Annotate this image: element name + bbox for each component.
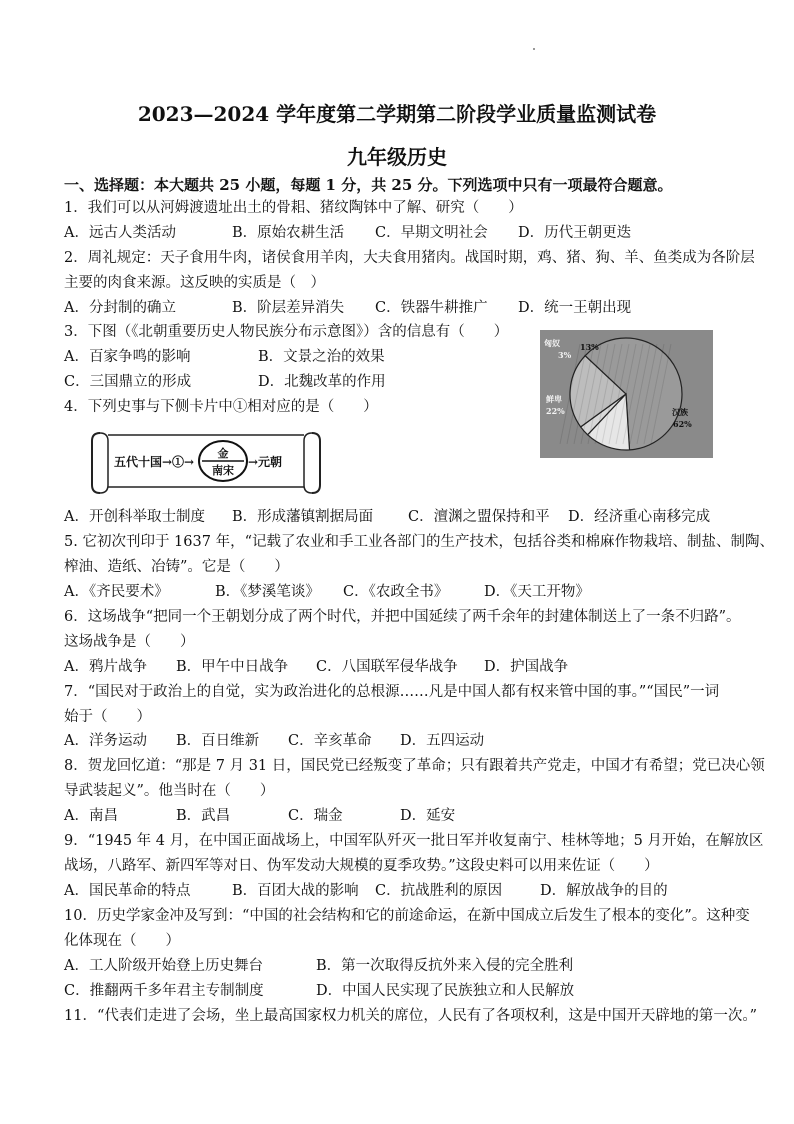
q3-option-a: A．百家争鸣的影响 bbox=[64, 349, 191, 365]
q1-option-b: B．原始农耕生活 bbox=[232, 225, 345, 241]
q4-option-b: B．形成藩镇割据局面 bbox=[232, 509, 374, 525]
q8-option-b: B．武昌 bbox=[176, 808, 231, 824]
scan-dot bbox=[533, 48, 535, 50]
question-2-stem-line1: 2．周礼规定：天子食用牛肉，诸侯食用羊肉，大夫食用猪肉。战国时期，鸡、猪、狗、羊、鱼类成为各阶层 bbox=[64, 250, 755, 266]
q1-option-c: C．早期文明社会 bbox=[375, 225, 488, 241]
q8-option-a: A．南昌 bbox=[64, 808, 118, 824]
q6-option-a: A．鸦片战争 bbox=[64, 659, 147, 675]
pie-value-xiongnu: 3% bbox=[558, 350, 572, 360]
pie-chart-svg bbox=[540, 330, 713, 458]
q2-option-c: C．铁器牛耕推广 bbox=[375, 300, 488, 316]
card-end-text: →元朝 bbox=[248, 455, 283, 469]
q8-option-d: D．延安 bbox=[400, 808, 456, 824]
q10-option-b: B．第一次取得反抗外来入侵的完全胜利 bbox=[316, 958, 574, 974]
card-start-text: 五代十国→①→ bbox=[114, 455, 195, 469]
question-2-stem-line2: 主要的肉食来源。这反映的实质是（ ） bbox=[64, 275, 325, 291]
card-center-bottom: 南宋 bbox=[212, 464, 234, 477]
question-9-stem-line1: 9．“1945 年 4 月，在中国正面战场上，中国军队歼灭一批日军并收复南宁、桂林等地；5 月开始，在解放区 bbox=[64, 833, 764, 849]
card-center-top: 金 bbox=[217, 447, 229, 460]
q3-option-b: B．文景之治的效果 bbox=[258, 349, 385, 365]
q5-option-b: B．《梦溪笔谈》 bbox=[215, 584, 320, 600]
section-heading: 一、选择题：本大题共 25 小题，每题 1 分，共 25 分。下列选项中只有一项最符合题意。 bbox=[64, 176, 673, 194]
q7-option-c: C．辛亥革命 bbox=[288, 733, 372, 749]
question-7-stem-line2: 始于（ ） bbox=[64, 709, 151, 725]
question-6-stem-line2: 这场战争是（ ） bbox=[64, 634, 195, 650]
q2-option-b: B．阶层差异消失 bbox=[232, 300, 345, 316]
pie-value-other: 13% bbox=[580, 342, 599, 352]
question-5-stem-line1: 5. 它初次刊印于 1637 年，“记载了农业和手工业各部门的生产技术，包括谷类和棉麻作物栽培、制盐、制陶、 bbox=[64, 534, 774, 550]
q4-option-a: A．开创科举取士制度 bbox=[64, 509, 205, 525]
exam-subtitle: 九年级历史 bbox=[347, 145, 447, 169]
question-8-stem-line2: 导武装起义”。他当时在（ ） bbox=[64, 783, 275, 799]
pie-label-xiongnu: 匈奴 bbox=[544, 338, 560, 348]
question-4-stem: 4．下列史事与下侧卡片中①相对应的是（ ） bbox=[64, 399, 378, 415]
q5-option-d: D．《天工开物》 bbox=[484, 584, 590, 600]
question-11-stem: 11．“代表们走进了会场，坐上最高国家权力机关的席位，人民有了各项权利，这是中国开天辟地的第一次。” bbox=[64, 1008, 758, 1024]
question-6-stem-line1: 6．这场战争“把同一个王朝划分成了两个时代，并把中国延续了两千余年的封建体制送上了一条不归路”。 bbox=[64, 609, 741, 625]
q6-option-d: D．护国战争 bbox=[484, 659, 569, 675]
exam-title: 2023—2024 学年度第二学期第二阶段学业质量监测试卷 bbox=[137, 102, 657, 126]
q2-option-d: D．统一王朝出现 bbox=[518, 300, 632, 316]
q5-option-c: C．《农政全书》 bbox=[343, 584, 449, 600]
question-5-stem-line2: 榨油、造纸、冶铸”。它是（ ） bbox=[64, 559, 289, 575]
q9-option-d: D．解放战争的目的 bbox=[540, 883, 668, 899]
q6-option-c: C．八国联军侵华战争 bbox=[316, 659, 458, 675]
q10-option-c: C．推翻两千多年君主专制制度 bbox=[64, 983, 264, 999]
pie-label-xianbei: 鲜卑 bbox=[546, 394, 562, 404]
question-9-stem-line2: 战场，八路军、新四军等对日、伪军发动大规模的夏季攻势。”这段史料可以用来佐证（ ） bbox=[64, 858, 659, 874]
q1-option-d: D．历代王朝更迭 bbox=[518, 225, 632, 241]
pie-value-han: 62% bbox=[673, 419, 692, 429]
q7-option-a: A．洋务运动 bbox=[64, 733, 147, 749]
q5-option-a: A．《齐民要术》 bbox=[64, 584, 169, 600]
q7-option-d: D．五四运动 bbox=[400, 733, 485, 749]
q4-option-d: D．经济重心南移完成 bbox=[568, 509, 711, 525]
question-8-stem-line1: 8．贺龙回忆道：“那是 7 月 31 日，国民党已经叛变了革命；只有跟着共产党走，中国才有希望；党已决心领 bbox=[64, 758, 765, 774]
question-10-stem-line1: 10．历史学家金冲及写到：“中国的社会结构和它的前途命运，在新中国成立后发生了根本的变化”。这种变 bbox=[64, 908, 750, 924]
question-10-stem-line2: 化体现在（ ） bbox=[64, 933, 180, 949]
q9-option-c: C．抗战胜利的原因 bbox=[375, 883, 503, 899]
q10-option-a: A．工人阶级开始登上历史舞台 bbox=[64, 958, 263, 974]
q7-option-b: B．百日维新 bbox=[176, 733, 260, 749]
ethnic-distribution-pie-figure bbox=[540, 330, 713, 458]
q2-option-a: A．分封制的确立 bbox=[64, 300, 176, 316]
q9-option-a: A．国民革命的特点 bbox=[64, 883, 191, 899]
q3-option-d: D．北魏改革的作用 bbox=[258, 374, 386, 390]
timeline-scroll-card bbox=[90, 425, 322, 497]
pie-label-han: 汉族 bbox=[672, 407, 688, 417]
question-3-stem: 3．下图（《北朝重要历史人物民族分布示意图》）含的信息有（ ） bbox=[64, 324, 509, 340]
question-7-stem-line1: 7．“国民对于政治上的自觉，实为政治进化的总根源……凡是中国人都有权来管中国的事。”“国民”一词 bbox=[64, 684, 720, 700]
q8-option-c: C．瑞金 bbox=[288, 808, 343, 824]
question-1-stem: 1．我们可以从河姆渡遗址出土的骨耜、猪纹陶钵中了解、研究（ ） bbox=[64, 200, 523, 216]
q4-option-c: C．澶渊之盟保持和平 bbox=[408, 509, 550, 525]
q1-option-a: A．远古人类活动 bbox=[64, 225, 176, 241]
scroll-frame bbox=[90, 425, 322, 497]
q6-option-b: B．甲午中日战争 bbox=[176, 659, 289, 675]
q9-option-b: B．百团大战的影响 bbox=[232, 883, 359, 899]
pie-value-xianbei: 22% bbox=[546, 406, 565, 416]
q10-option-d: D．中国人民实现了民族独立和人民解放 bbox=[316, 983, 575, 999]
q3-option-c: C．三国鼎立的形成 bbox=[64, 374, 192, 390]
